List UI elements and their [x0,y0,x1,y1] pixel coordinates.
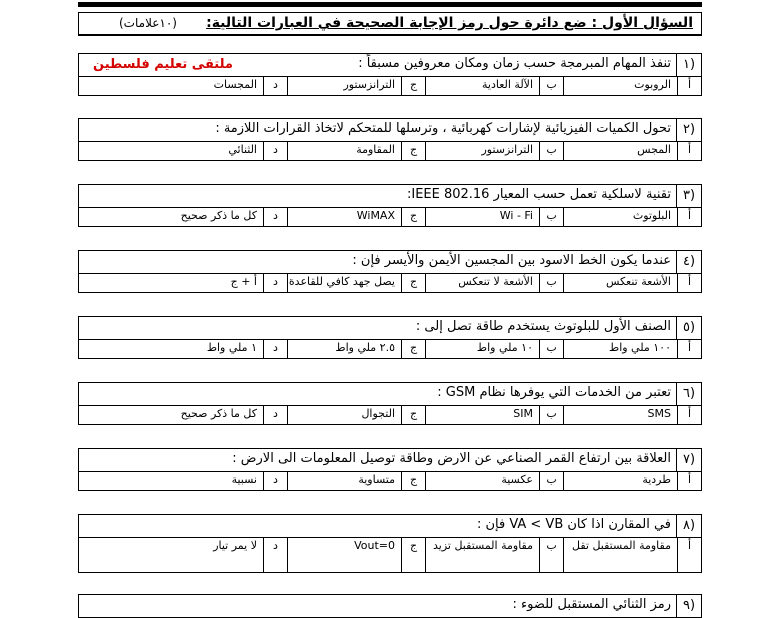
option-letter[interactable]: أ [677,406,701,424]
option-text[interactable]: نسبية [231,473,257,486]
question-stem [79,54,701,77]
option-text[interactable]: المقاومة [287,142,401,160]
option-letter[interactable]: ب [539,208,563,226]
option-letter[interactable]: ب [539,340,563,358]
option-letter[interactable]: أ [677,538,701,572]
option-text[interactable]: التجوال [287,406,401,424]
option-text[interactable]: كل ما ذكر صحيح [180,407,257,420]
option-text[interactable]: الآلة العادية [425,77,539,95]
question-stem [79,119,701,142]
option-text[interactable]: الروبوت [563,77,677,95]
option-text[interactable]: ١ ملي واط [206,341,257,354]
question-number: ٢) [676,119,701,141]
marks-label: (١٠علامات) [119,16,177,30]
question-number: ٨) [676,515,701,537]
question-number: ٦) [676,383,701,405]
option-letter[interactable]: د [263,538,287,572]
option-text[interactable]: عكسية [425,472,539,490]
question-stem [79,185,701,208]
option-text[interactable]: الأشعة تنعكس [563,274,677,292]
question-header [78,12,702,36]
option-text[interactable]: SIM [425,406,539,424]
option-letter[interactable]: ج [401,538,425,572]
question-text: رمز الثنائي المستقبل للضوء : [512,597,671,612]
option-letter[interactable]: أ [677,274,701,292]
option-text[interactable]: مقاومة المستقبل تزيد [425,538,539,572]
option-text[interactable]: Vout=0 [287,538,401,572]
option-text[interactable]: ١٠٠ ملي واط [563,340,677,358]
option-text[interactable]: SMS [563,406,677,424]
question-stem [79,317,701,340]
question-stem [79,251,701,274]
option-letter[interactable]: ب [539,472,563,490]
option-letter[interactable]: د [263,208,287,226]
question-9 [78,594,702,618]
option-text[interactable]: المجسات [213,78,257,91]
options-row [79,406,701,424]
option-letter[interactable]: د [263,340,287,358]
options-row [79,538,701,572]
option-text[interactable]: أ + ج [230,275,257,288]
option-text[interactable]: ١٠ ملي واط [425,340,539,358]
option-text[interactable]: الترانزستور [425,142,539,160]
question-number: ٥) [676,317,701,339]
question-text: تقنية لاسلكية تعمل حسب المعيار IEEE 802.16: [406,187,671,202]
question-text: العلاقة بين ارتفاع القمر الصناعي عن الارض وطاقة توصيل المعلومات الى الارض : [232,451,671,466]
question-number: ٤) [676,251,701,273]
options-row [79,142,701,160]
question-text: في المقارن اذا كان VA < VB فإن : [476,517,671,532]
question-text: تحول الكميات الفيزيائية لإشارات كهربائية ، وترسلها للمتحكم لاتخاذ القرارات اللازمة : [215,121,671,136]
question-2 [78,118,702,161]
top-rule [78,2,702,7]
option-letter[interactable]: ب [539,77,563,95]
question-6 [78,382,702,425]
option-text[interactable]: يصل جهد كافي للقاعدة [287,274,401,292]
question-number: ١) [676,54,701,76]
option-letter[interactable]: ب [539,274,563,292]
section-title: السؤال الأول : ضع دائرة حول رمز الإجابة الصحيحة في العبارات التالية: [206,15,693,31]
question-5 [78,316,702,359]
option-text[interactable]: طردية [563,472,677,490]
options-row [79,472,701,490]
option-letter[interactable]: ج [401,208,425,226]
option-text[interactable]: WiMAX [287,208,401,226]
option-letter[interactable]: ج [401,77,425,95]
option-text[interactable]: الثنائي [228,143,257,156]
option-text[interactable]: لا يمر تيار [213,539,257,552]
question-1 [78,53,702,96]
option-letter[interactable]: أ [677,472,701,490]
option-text[interactable]: متساوية [287,472,401,490]
question-number: ٣) [676,185,701,207]
option-letter[interactable]: ب [539,538,563,572]
option-text[interactable]: المجس [563,142,677,160]
option-text[interactable]: الترانزستور [287,77,401,95]
option-letter[interactable]: أ [677,77,701,95]
option-letter[interactable]: ج [401,472,425,490]
options-row [79,77,701,95]
option-letter[interactable]: ج [401,142,425,160]
question-number: ٧) [676,449,701,471]
option-letter[interactable]: د [263,142,287,160]
option-letter[interactable]: أ [677,142,701,160]
question-number: ٩) [676,595,701,617]
option-letter[interactable]: د [263,274,287,292]
question-text: الصنف الأول للبلوتوث يستخدم طاقة تصل إلى : [415,319,671,334]
option-letter[interactable]: ب [539,406,563,424]
question-3 [78,184,702,227]
options-row [79,274,701,292]
question-stem [79,595,701,617]
option-text[interactable]: البلوتوث [563,208,677,226]
option-letter[interactable]: ج [401,274,425,292]
question-text: عندما يكون الخط الاسود بين المجسين الأيمن والأيسر فإن : [352,253,671,268]
option-letter[interactable]: أ [677,340,701,358]
brand-watermark: ملتقى تعليم فلسطين [93,57,233,72]
question-text: تعتبر من الخدمات التي يوفرها نظام GSM : [437,385,671,400]
option-text[interactable]: مقاومة المستقبل تقل [563,538,677,572]
option-letter[interactable]: ج [401,406,425,424]
option-letter[interactable]: أ [677,208,701,226]
option-text[interactable]: الأشعة لا تنعكس [425,274,539,292]
option-text[interactable]: Wi - Fi [425,208,539,226]
options-row [79,208,701,226]
option-letter[interactable]: ب [539,142,563,160]
question-stem [79,449,701,472]
option-text[interactable]: ٢.٥ ملي واط [287,340,401,358]
question-stem [79,383,701,406]
option-letter[interactable]: ج [401,340,425,358]
question-7 [78,448,702,491]
question-4 [78,250,702,293]
question-text: تنفذ المهام المبرمجة حسب زمان ومكان معروفين مسبقاً : [358,56,671,71]
option-letter[interactable]: د [263,406,287,424]
question-stem [79,515,701,538]
option-letter[interactable]: د [263,472,287,490]
question-8 [78,514,702,573]
option-letter[interactable]: د [263,77,287,95]
option-text[interactable]: كل ما ذكر صحيح [180,209,257,222]
options-row [79,340,701,358]
